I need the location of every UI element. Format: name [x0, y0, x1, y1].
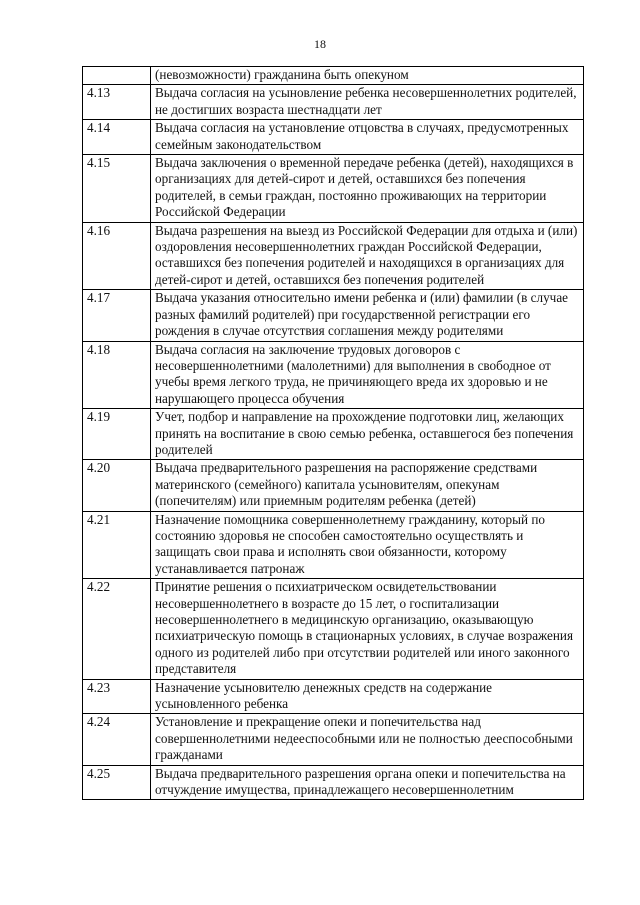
row-number: 4.25: [83, 765, 151, 800]
table-row: [83, 85, 584, 120]
row-text: Выдача согласия на усыновление ребенка несовершеннолетних родителей, не достигших возраста шестнадцати лет: [151, 85, 584, 120]
row-number: 4.21: [83, 511, 151, 579]
table-row: [83, 679, 584, 714]
table-row: [83, 120, 584, 155]
table-row: [83, 409, 584, 460]
table-row: [83, 67, 584, 85]
row-text: Назначение помощника совершеннолетнему гражданину, который по состоянию здоровья не способен самостоятельно осуществлять и защищать свои права и исполнять свои обязанности, которому устанавливается патронаж: [151, 511, 584, 579]
table-row: [83, 460, 584, 511]
row-number: 4.22: [83, 579, 151, 679]
row-number: 4.18: [83, 341, 151, 409]
row-number: 4.17: [83, 290, 151, 341]
table-row: [83, 714, 584, 765]
row-text: Установление и прекращение опеки и попечительства над совершеннолетними недееспособными или не полностью дееспособными гражданами: [151, 714, 584, 765]
row-text: Выдача указания относительно имени ребенка и (или) фамилии (в случае разных фамилий родителей) при государственной регистрации его рождения в случае отсутствия соглашения между родителями: [151, 290, 584, 341]
row-number: 4.20: [83, 460, 151, 511]
table-row: [83, 155, 584, 223]
table-row: [83, 511, 584, 579]
table-row: [83, 765, 584, 800]
row-number: 4.16: [83, 222, 151, 290]
row-text: Принятие решения о психиатрическом освидетельствовании несовершеннолетнего в возрасте до 15 лет, о госпитализации несовершеннолетнего в медицинскую организацию, оказывающую психиатрическую помощь в стационарных условиях, в случае возражения одного из родителей либо при отсутствии родителей или иного законного представителя: [151, 579, 584, 679]
row-number: 4.24: [83, 714, 151, 765]
row-text: Выдача предварительного разрешения органа опеки и попечительства на отчуждение имущества, принадлежащего несовершеннолетним: [151, 765, 584, 800]
table-row: [83, 341, 584, 409]
row-text: Выдача предварительного разрешения на распоряжение средствами материнского (семейного) капитала усыновителям, опекунам (попечителям) или приемным родителям ребенка (детей): [151, 460, 584, 511]
row-number: 4.13: [83, 85, 151, 120]
row-number: 4.23: [83, 679, 151, 714]
services-table: [82, 66, 584, 800]
row-text: Назначение усыновителю денежных средств на содержание усыновленного ребенка: [151, 679, 584, 714]
page-number: 18: [314, 37, 326, 51]
row-text: (невозможности) гражданина быть опекуном: [151, 67, 584, 85]
row-text: Выдача согласия на заключение трудовых договоров с несовершеннолетними (малолетними) для выполнения в свободное от учебы время легкого труда, не причиняющего вреда их здоровью и не нарушающего процесса обучения: [151, 341, 584, 409]
row-text: Выдача заключения о временной передаче ребенка (детей), находящихся в организациях для детей-сирот и детей, оставшихся без попечения родителей, в семьи граждан, постоянно проживающих на территории Российской Федерации: [151, 155, 584, 223]
row-text: Выдача разрешения на выезд из Российской Федерации для отдыха и (или) оздоровления несовершеннолетних граждан Российской Федерации, оставшихся без попечения родителей и находящихся в организациях для детей-сирот и детей, оставшихся без попечения родителей: [151, 222, 584, 290]
row-text: Учет, подбор и направление на прохождение подготовки лиц, желающих принять на воспитание в свою семью ребенка, оставшегося без попечения родителей: [151, 409, 584, 460]
row-text: Выдача согласия на установление отцовства в случаях, предусмотренных семейным законодательством: [151, 120, 584, 155]
row-number: 4.19: [83, 409, 151, 460]
table-row: [83, 290, 584, 341]
table-row: [83, 579, 584, 679]
row-number: 4.15: [83, 155, 151, 223]
table-row: [83, 222, 584, 290]
row-number: [83, 67, 151, 85]
row-number: 4.14: [83, 120, 151, 155]
